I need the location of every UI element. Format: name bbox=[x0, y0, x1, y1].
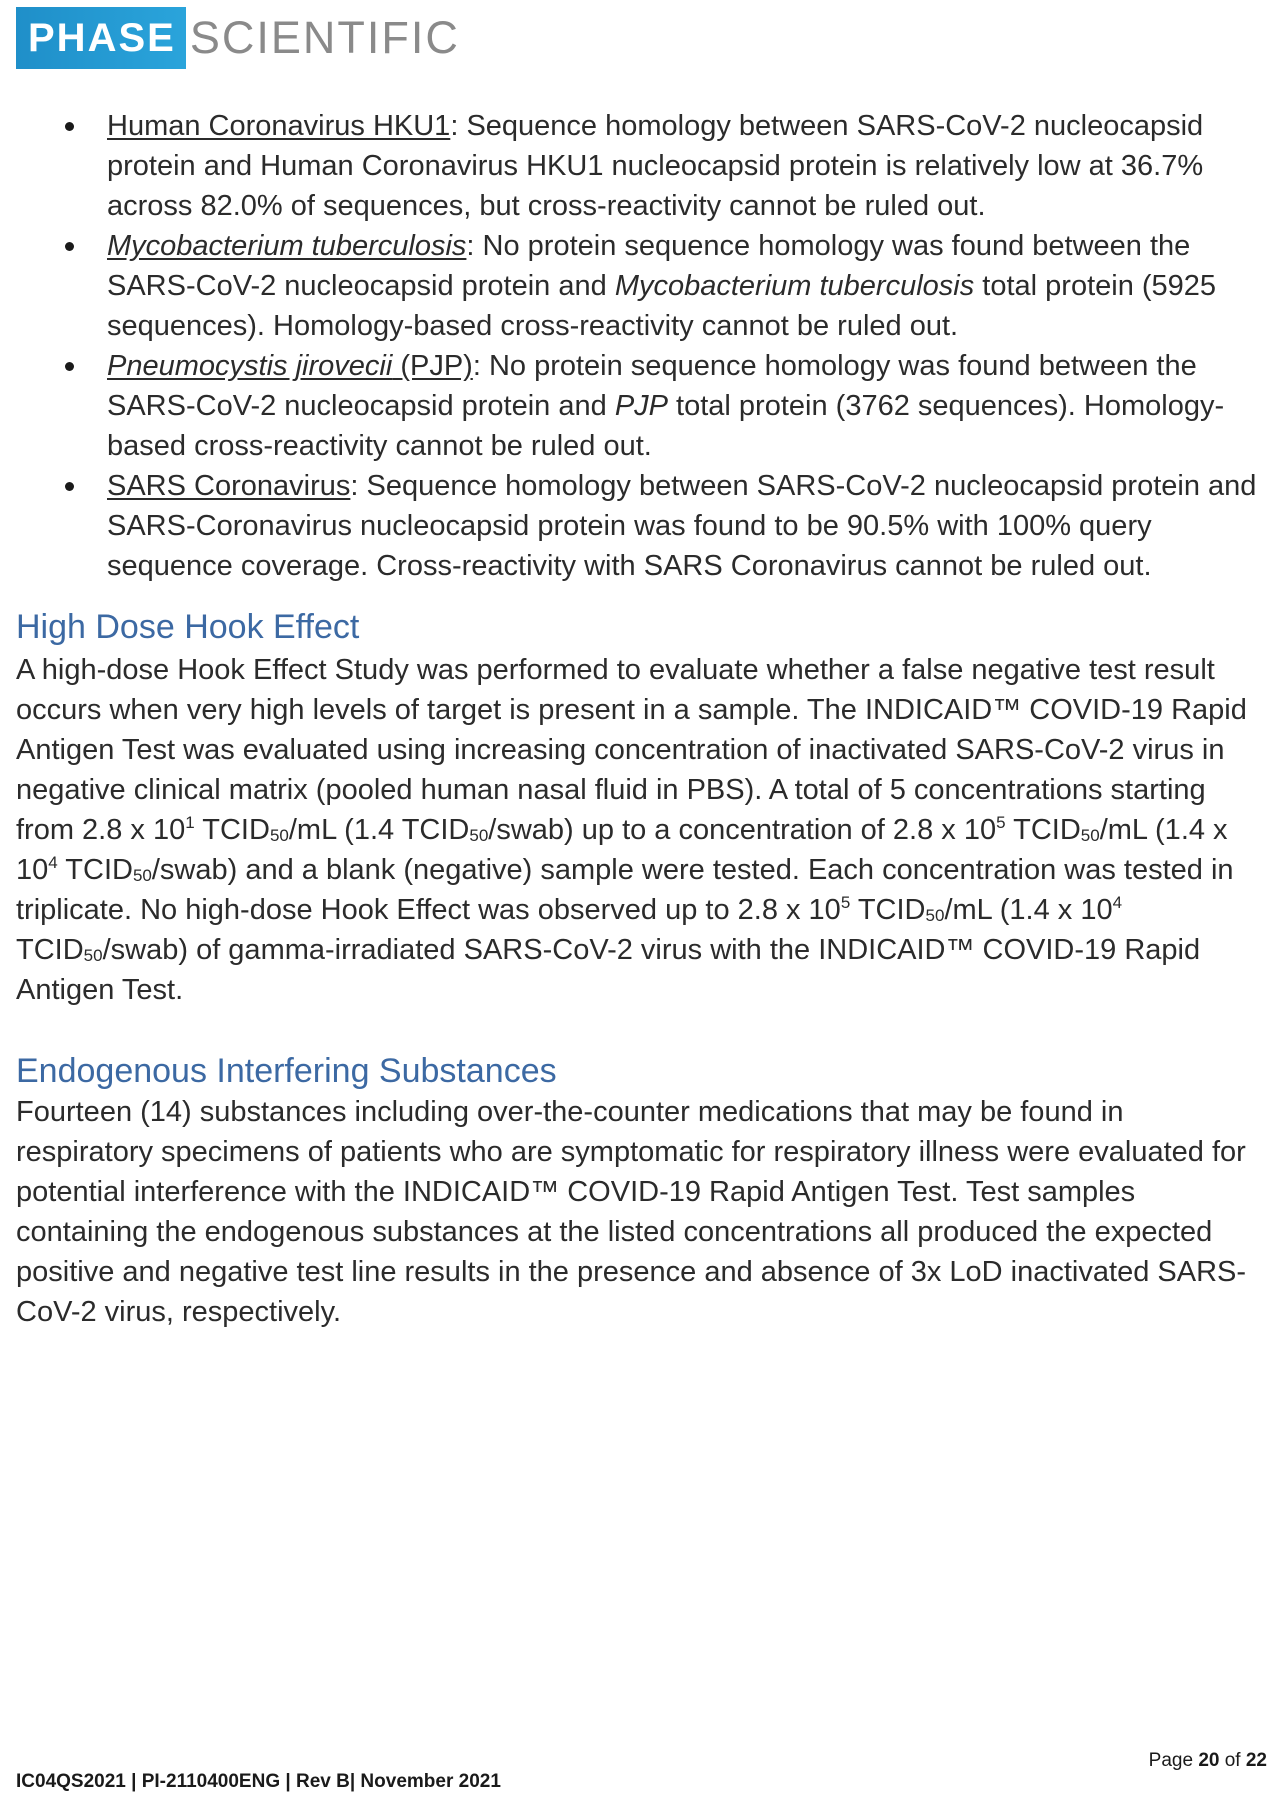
logo-bold-text: PHASE bbox=[16, 7, 186, 69]
organism-term: SARS Coronavirus bbox=[107, 470, 351, 502]
section-heading-endogenous-substances: Endogenous Interfering Substances bbox=[16, 1052, 557, 1090]
organism-term: Mycobacterium tuberculosis bbox=[107, 230, 467, 262]
organism-term: Pneumocystis jirovecii (PJP) bbox=[107, 350, 473, 382]
organism-term: Human Coronavirus HKU1 bbox=[107, 110, 451, 142]
page-content bbox=[16, 106, 1266, 1332]
cross-reactivity-list bbox=[16, 106, 1266, 586]
list-item-text: Sequence homology between SARS-CoV-2 nucleocapsid protein and SARS-Coronavirus nucleocapsid protein was found to be 90.5% with 100% query sequence coverage. Cross-reactivity with SARS Coronavirus cannot be ruled out. bbox=[107, 470, 1257, 582]
list-item: Pneumocystis jirovecii (PJP): No protein sequence homology was found between the SARS-CoV-2 nucleocapsid protein and PJP total protein (3762 sequences). Homology-based cross-reactivity cannot be ruled out. bbox=[16, 346, 1266, 466]
company-logo bbox=[16, 6, 460, 70]
page-number: Page 20 of 22 bbox=[1148, 1750, 1267, 1771]
list-item: SARS Coronavirus: Sequence homology between SARS-CoV-2 nucleocapsid protein and SARS-Coronavirus nucleocapsid protein was found to be 90.5% with 100% query sequence coverage. Cross-reactivity with SARS Coronavirus cannot be ruled out. bbox=[16, 466, 1266, 586]
endogenous-substances-paragraph: Fourteen (14) substances including over-the-counter medications that may be found in respiratory specimens of patients who are symptomatic for respiratory illness were evaluated for potential interference with the INDICAID™ COVID-19 Rapid Antigen Test. Test samples containing the endogenous substances at the listed concentrations all produced the expected positive and negative test line results in the presence and absence of 3x LoD inactivated SARS-CoV-2 virus, respectively. bbox=[16, 1096, 1247, 1328]
list-item: Human Coronavirus HKU1: Sequence homology between SARS-CoV-2 nucleocapsid protein and Human Coronavirus HKU1 nucleocapsid protein is relatively low at 36.7% across 82.0% of sequences, but cross-reactivity cannot be ruled out. bbox=[16, 106, 1266, 226]
hook-effect-paragraph: A high-dose Hook Effect Study was performed to evaluate whether a false negative test result occurs when very high levels of target is present in a sample. The INDICAID™ COVID-19 Rapid Antigen Test was evaluated using increasing concentration of inactivated SARS-CoV-2 virus in negative clinical matrix (pooled human nasal fluid in PBS). A total of 5 concentrations starting from 2.8 x $10^1$ $TCID_{50}/mL$ (1.4 $TCID_{50}/swab$) up to a concentration of 2.8 x $10^5$ $TCID_{50}/mL$ (1.4 x $10^4$ $TCID_{50}/swab$) and a blank (negative) sample were tested. Each concentration was tested in triplicate. No high-dose Hook Effect was observed up to 2.8 x $10^5$ $TCID_{50}/mL$ (1.4 x $10^4$ $TCID_{50}/swab$) of gamma-irradiated SARS-CoV-2 virus with the INDICAID™ COVID-19 Rapid Antigen Test. bbox=[16, 654, 1247, 1006]
document-id: IC04QS2021 | PI-2110400ENG | Rev B| November 2021 bbox=[16, 1771, 501, 1792]
list-item: Mycobacterium tuberculosis: No protein sequence homology was found between the SARS-CoV-2 nucleocapsid protein and Mycobacterium tuberculosis total protein (5925 sequences). Homology-based cross-reactivity cannot be ruled out. bbox=[16, 226, 1266, 346]
section-heading-hook-effect: High Dose Hook Effect bbox=[16, 608, 360, 646]
logo-light-text: SCIENTIFIC bbox=[189, 12, 460, 63]
list-item-text: Sequence homology between SARS-CoV-2 nucleocapsid protein and Human Coronavirus HKU1 nucleocapsid protein is relatively low at 36.7% across 82.0% of sequences, but cross-reactivity cannot be ruled out. bbox=[107, 110, 1204, 222]
